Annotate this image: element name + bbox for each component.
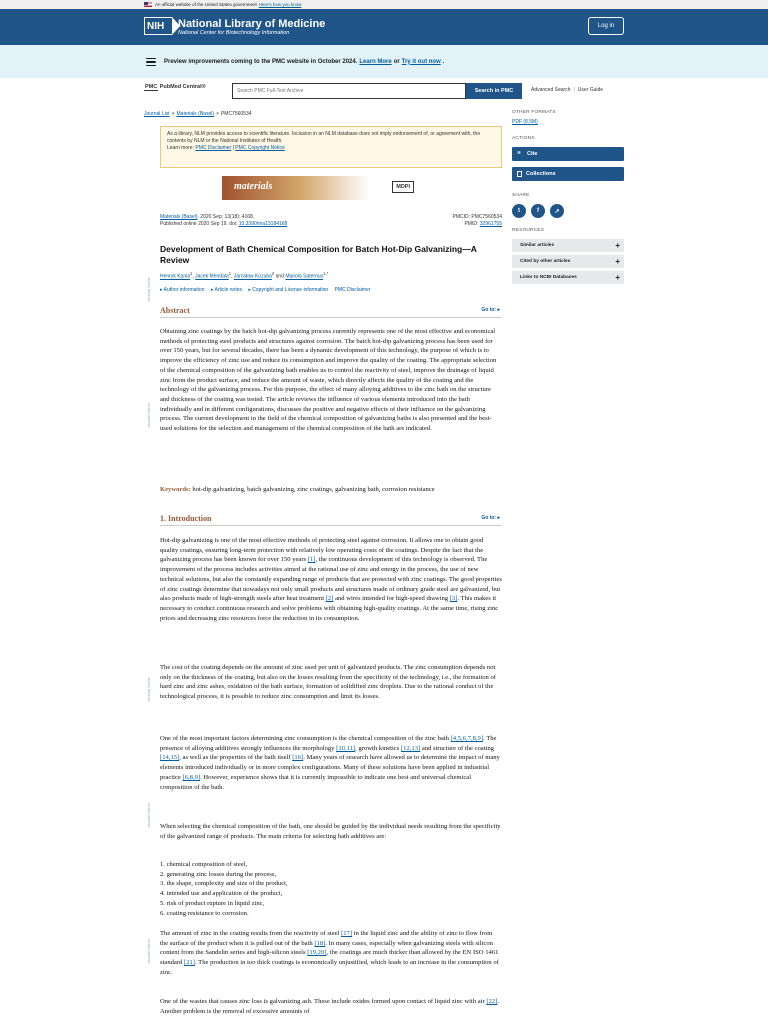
reference-link[interactable]: [14,15] [160,754,180,762]
breadcrumb-pmcid: PMC7560534 [220,111,252,117]
announcement-icon [146,58,156,66]
gov-banner-text: An official website of the United States government [155,2,257,7]
learn-more-link[interactable]: Learn More [359,58,392,65]
disclaimer-text: As a library, NLM provides access to scientific literature. Inclusion in an NLM database does not imply endorsement of, or agreement with, the contents by NLM or the National Institutes of Health. [167,131,481,144]
try-it-out-link[interactable]: Try it out now [401,58,441,65]
journal-logo: materials [234,181,273,192]
preview-period: . [442,58,445,65]
article-notes-toggle[interactable]: ▸ Article notes [210,287,243,293]
pmc-disclaimer-link[interactable]: PMC Disclaimer [334,287,371,293]
list-item: 3. the shape, complexity and size of the product, [160,880,288,888]
collections-button[interactable]: Collections [512,167,624,181]
advanced-search-link[interactable]: Advanced Search [531,87,571,93]
journal-home-side-label[interactable]: Journal Home [146,677,151,702]
author-list: Henryk Kania$^1$, Jacek Mendala$^1$, Jarosław Kozuba$^2$ and Mariola Saternus$^{1,*}$ [160,271,329,280]
list-item: 6. coating resistance to corrosion. [160,909,249,917]
bookmark-icon [517,171,522,177]
journal-home-side-label[interactable]: Journal Home [146,803,151,828]
journal-home-side-label[interactable]: Journal Home [146,939,151,964]
reference-link[interactable]: [18] [314,939,326,947]
resources-heading: RESOURCES [512,228,545,233]
reference-link[interactable]: [16] [292,754,304,762]
nlm-disclaimer: As a library, NLM provides access to scientific literature. Inclusion in an NLM database does not imply endorsement of, or agreement with, the contents by NLM or the National Institutes of Health. Learn more: PMC Disclaimer | PMC Copyright Notice [160,126,502,168]
pmc-logo[interactable]: PMC PubMed Central® [145,84,206,90]
goto-menu[interactable]: Go to: ▸ [481,515,500,521]
citation: Materials (Basel). 2020 Sep; 13(18): 4168. Published online 2020 Sep 19. doi: 10.3390/ma13184168 [160,214,288,227]
reference-link[interactable]: [1] [307,556,316,564]
reference-link[interactable]: [19,20] [307,949,327,957]
search-input[interactable] [232,83,466,99]
share-heading: SHARE [512,193,530,198]
reference-link[interactable]: [12,13] [400,744,421,752]
preview-banner [0,45,768,78]
author-link[interactable]: Jarosław Kozuba [233,273,272,280]
doi-link[interactable]: 10.3390/ma13184168 [238,221,288,227]
article-info-links [160,287,375,293]
intro-paragraph-6: One of the wastes that causes zinc loss is galvanizing ash. These include oxides formed upon contact of liquid zinc with air [22]. Another problem is the removal of excessive amounts of [160,998,500,1015]
reference-link[interactable]: [2] [325,595,334,603]
abstract-text: Obtaining zinc coatings by the batch hot-dip galvanizing process currently represents one of the most effective and economical methods of protecting steel products and structures against corrosion. The batch hot-dip galvanizing process has been used for over 150 years, but for several decades, there has been a dynamic development of this technology, the purpose of which is to improve the efficiency of zinc use and reduce its consumption and improve the quality of the coating. The appropriate selection of the chemical composition of the galvanizing bath enables us to control the reactivity of steel, improve the drainage of liquid zinc from the product surface, and reduce the amount of waste, which directly affects the quality of the coating and the technology of the galvanizing process. For this purpose, the effect of many alloying additives to the zinc bath on the structure and thickness of the coating was tested. The article reviews the influence of various elements introduced into the bath individually and in different configurations, discusses the positive and negative effects of their influence on the galvanizing process. The current development in the field of the chemical composition of galvanizing baths is also presented and the best-used solutions for the selection and management of the chemical composition of the bath are indicated. [160,328,497,433]
reference-link[interactable]: [21] [184,959,195,967]
intro-paragraph-1: Hot-dip galvanizing is one of the most effective methods of protecting steel against corrosion. It allows one to obtain good quality coatings, ensuring long-term protection with relatively low operating costs of the coatings. Despite the fact that the galvanizing process has been known for over 150 years [1], the continuous development of this technology is observed. The improvement of the process includes activities aimed at the rational use of zinc and energy in the process, the use of new technical solutions, but also the constantly expanding range of products that are protected with zinc coatings. The good properties of zinc coatings determine that nowadays not only small products and structures made of ordinary grade steel are galvanized, but also products made of high-strength steels after heat treatment [2] and wires intended for high-speed drawing [3]. This makes it necessary to conduct continuous research and solve problems with obtaining high-quality coatings. At the same time, rising zinc prices and decreasing zinc resources force the reduction in its consumption. [160,537,502,622]
article-ids: PMCID: PMC7560534 PMID: 32961755 [400,214,502,228]
author-link[interactable]: Jacek Mendala [195,273,229,280]
plus-icon: + [615,257,620,266]
facebook-icon[interactable]: f [531,204,545,218]
intro-paragraph-5: The amount of zinc in the coating results from the reactivity of steel [17] in the liquid zinc and the ability of zinc to flow from the surface of the product when it is pulled out of the bath [18]. In many cases, especially when galvanizing steels with silicon content from the Sandelin series and high-silicon steels [19,20], the coatings are much thicker than allowed by the EN ISO 1461 standard [21]. The production in too thick coatings is economically unjustified, which leads to an increase in the consumption of zinc. [160,930,499,976]
intro-paragraph-3: One of the most important factors determining zinc consumption is the chemical composition of the zinc bath [4,5,6,7,8,9]. The presence of alloying additives strongly influences the morphology [10,11], growth kinetics [12,13] and structure of the coating [14,15], as well as the properties of the bath itself [16]. Many years of research have allowed us to determine the impact of many elements introduced individually or in more complex configurations. Many of these solutions have been applied in industrial practice [6,8,9]. However, experience shows that it is currently impossible to indicate one best and universal chemical composition of the bath. [160,735,500,791]
nlm-title[interactable]: National Library of Medicine [178,18,326,30]
reference-link[interactable]: [17] [341,930,353,937]
abstract-header [160,306,502,318]
nih-header [0,9,768,45]
reference-link[interactable]: [10,11] [336,744,356,752]
similar-articles-toggle[interactable]: Similar articles + [512,239,624,252]
keywords: Keywords: hot-dip galvanizing, batch galvanizing, zinc coatings, galvanizing bath, corrosion resistance [160,486,435,493]
copyright-license-toggle[interactable]: ▸ Copyright and License information [248,287,329,293]
permalink-icon[interactable]: ↗ [550,204,564,218]
pmc-disclaimer-link[interactable]: PMC Disclaimer [195,145,232,151]
pdf-link[interactable]: PDF (8.5M) [512,119,538,125]
search-links: Advanced Search | User Guide [531,87,604,93]
reference-link[interactable]: [22] [486,998,498,1005]
journal-banner[interactable] [222,176,418,200]
breadcrumb: Journal List > Materials (Basel) > PMC7560534 [144,111,252,117]
reference-link[interactable]: [4,5,6,7,8,9] [450,735,484,742]
login-button[interactable]: Log in [588,17,624,35]
other-formats-heading: OTHER FORMATS [512,110,556,115]
quote-icon: “ [517,149,521,159]
breadcrumb-journal-list[interactable]: Journal List [144,111,170,117]
abstract-heading: Abstract [160,306,190,315]
gov-banner [0,0,768,9]
reference-link[interactable]: [6,8,9] [182,773,201,781]
disclaimer-learn-more: Learn more: [167,145,194,151]
introduction-header [160,514,502,526]
right-sidebar [512,110,624,284]
publisher-logo: MDPI [392,181,414,193]
ncbi-links-toggle[interactable]: Links to NCBI Databases + [512,271,624,284]
list-item: 4. intended use and application of the product, [160,890,283,898]
pmcid: PMCID: PMC7560534 [452,214,502,220]
intro-paragraph-4: When selecting the chemical composition of the bath, one should be guided by the individual needs resulting from the specificity of the galvanized range of products. The main criteria for selecting bath additives are: [160,823,501,840]
cite-button[interactable]: “ Cite [512,147,624,161]
list-item: 5. risk of product rupture in liquid zinc, [160,899,265,907]
pmc-copyright-link[interactable]: PMC Copyright Notice [235,145,285,151]
ncbi-subtitle: National Center for Biotechnology Information [178,30,290,36]
actions-heading: ACTIONS [512,136,535,141]
list-item: 2. generating zinc losses during the process, [160,870,277,878]
preview-or: or [393,58,400,65]
introduction-heading: 1. Introduction [160,514,212,523]
search-button[interactable]: Search in PMC [466,83,522,99]
selection-criteria-list [160,860,502,918]
journal-home-side-label[interactable]: Journal Home [146,277,151,302]
share-buttons [512,204,624,218]
heres-how-you-know-link[interactable]: Here's how you know [258,2,302,7]
journal-home-side-label[interactable]: Journal Home [146,403,151,428]
user-guide-link[interactable]: User Guide [577,87,604,93]
goto-menu[interactable]: Go to: ▸ [481,307,500,313]
list-item: 1. chemical composition of steel, [160,861,248,868]
citation-journal-link[interactable]: Materials (Basel) [160,214,198,220]
plus-icon: + [615,273,620,282]
nih-logo[interactable]: NIH [144,17,172,35]
cited-by-toggle[interactable]: Cited by other articles + [512,255,624,268]
author-information-toggle[interactable]: ▸ Author information [160,287,205,293]
author-link[interactable]: Mariola Saternus [285,273,324,280]
us-flag-icon [144,2,152,7]
reference-link[interactable]: [3] [449,595,458,603]
plus-icon: + [615,241,620,250]
breadcrumb-journal[interactable]: Materials (Basel) [176,111,215,117]
twitter-icon[interactable]: t [512,204,526,218]
author-link[interactable]: Henryk Kania [160,273,191,280]
article-title: Development of Bath Chemical Composition for Batch Hot-Dip Galvanizing—A Review [160,244,477,265]
preview-text: Preview improvements coming to the PMC website in October 2024. [164,58,358,65]
pmid-link[interactable]: 32961755 [479,221,502,227]
intro-paragraph-2: The cost of the coating depends on the amount of zinc used per unit of galvanized products. The zinc consumption depends not only on the thickness of the coating, but also on the losses resulting from the specificity of the technology, i.e., the formation of hard zinc and zinc ashes, oxidation of the bath surface, formation of solidified zinc droplets. Due to the rational conduct of the technological process, it is possible to reduce zinc consumption and limit its losses. [160,664,496,701]
